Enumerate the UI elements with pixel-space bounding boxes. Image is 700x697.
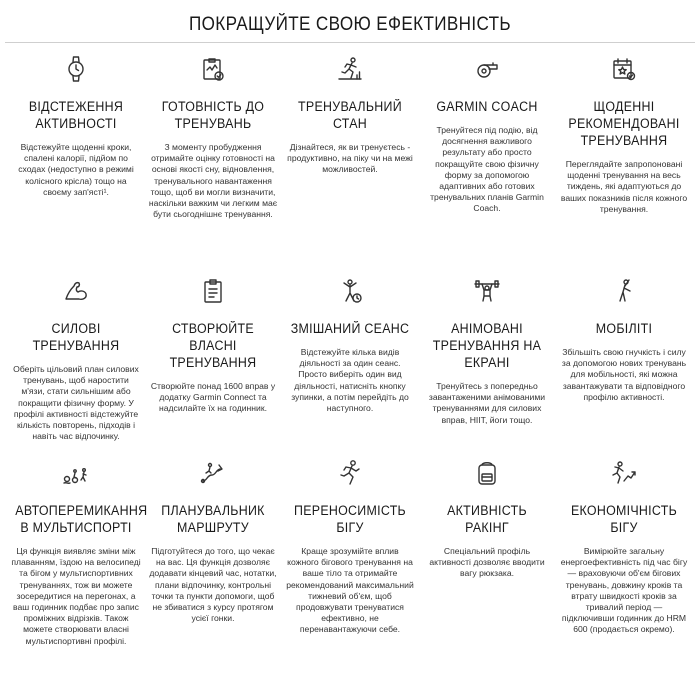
feature-title: СИЛОВІ ТРЕНУВАННЯ [32,321,120,353]
feature-title: АНІМОВАНІ ТРЕНУВАННЯ НА ЕКРАНІ [432,321,542,370]
feature-card [421,459,553,580]
feature-description: Дізнайтеся, як ви тренуєтесь - продуктивно, на піку чи на межі можливостей. [287,142,413,175]
whistle-icon [473,55,501,83]
feature-title: ПЕРЕНОСИМІСТЬ БІГУ [293,503,406,535]
feature-card [421,277,553,426]
watch-icon [62,55,90,83]
feature-description: Краще зрозумійте вплив кожного бігового тренування на ваше тіло та отримайте рекомендований максимальний тижневий об'єм, щоб продовжувати тренуватися ефективно, не перенавантажуючи себе. [286,546,414,635]
runner-trend-icon [610,459,638,487]
feature-description: Відстежуйте щоденні кроки, спалені калорії, підйом по сходах (недоступно в режимі колісного крісла) тощо на своєму зап'ясті¹. [18,142,134,197]
feature-title: АКТИВНІСТЬ РАКІНГ [447,503,527,535]
feature-card [284,277,416,414]
feature-title: МОБІЛІТІ [595,321,653,336]
feature-title: ГОТОВНІСТЬ ДО ТРЕНУВАНЬ [161,99,265,131]
feature-card [147,55,279,220]
mixed-session-icon [336,277,364,305]
clipboard-list-icon [199,277,227,305]
feature-title: ВІДСТЕЖЕННЯ АКТИВНОСТІ [28,99,124,131]
feature-card [147,459,279,624]
feature-card [147,277,279,415]
feature-card [421,55,553,215]
feature-card [10,55,142,198]
triathlon-icon [62,459,90,487]
readiness-clipboard-icon [199,55,227,83]
calendar-star-icon [610,55,638,83]
feature-card [558,459,690,636]
feature-description: Створюйте понад 1600 вправ у додатку Garmin Connect та надсилайте їх на годинник. [150,381,276,414]
feature-description: Спеціальний профіль активності дозволяє вводити вагу рюкзака. [429,546,545,579]
feature-title: ЗМІШАНИЙ СЕАНС [290,321,410,336]
page-title: ПОКРАЩУЙТЕ СВОЮ ЕФЕКТИВНІСТЬ [188,14,512,35]
feature-description: Оберіть цільовий план силових тренувань, щоб наростити м'язи, стати сильнішим або покращити фізичну форму. У профілі активності відстежуйте кількість повторень, підходів і навіть час відпочинку. [13,364,139,442]
feature-title: ЕКОНОМІЧНІСТЬ БІГУ [570,503,678,535]
feature-title: АВТОПЕРЕМИКАННЯ В МУЛЬТИСПОРТІ [15,503,148,535]
runner-status-icon [336,55,364,83]
feature-title: СТВОРЮЙТЕ ВЛАСНІ ТРЕНУВАННЯ [169,321,257,370]
feature-description: Тренуйтеся під подію, від досягнення важливого результату або просто покращуйте свою фізичну форму за допомогою адаптивних або готових тренувальних планів Garmin Coach. [430,125,544,214]
feature-description: Відстежуйте кілька видів діяльності за один сеанс. Просто виберіть один вид діяльності, натисніть кнопку зупинки, а потім перейдіть до наступного. [291,347,409,414]
feature-card [284,459,416,636]
feature-card [10,459,148,647]
feature-description: Збільшіть свою гнучкість і силу за допомогою нових тренувань для мобільності, які можна завантажувати та відповідного профілю активності. [561,347,687,402]
flexed-arm-icon [62,277,90,305]
barbell-lifter-icon [473,277,501,305]
header-divider [5,42,695,43]
feature-card [558,277,690,403]
route-runner-icon [199,459,227,487]
feature-title: ТРЕНУВАЛЬНИЙ СТАН [298,99,402,131]
feature-title: ПЛАНУВАЛЬНИК МАРШРУТУ [161,503,265,535]
running-man-icon [336,459,364,487]
feature-card [558,55,690,215]
feature-description: З моменту пробудження отримайте оцінку готовності на основі якості сну, відновлення, тренувального навантаження тощо, щоб ви могли визначити, наскільки важким чи легким має бути сьогоднішнє тренування. [148,142,278,220]
backpack-icon [473,459,501,487]
feature-card [284,55,416,176]
header [0,0,700,46]
feature-description: Вимірюйте загальну енергоефективність під час бігу — враховуючи об'єм бігових тренувань, довжину кроків та втрату швидкості кроків за тривалий період — підключивши годинник до HRM 600 (продається окремо). [560,546,688,635]
feature-description: Ця функція виявляє зміни між плаванням, їздою на велосипеді та бігом у мультиспортивних тренуваннях, тож ви можете зосередитися на перегонах, а ваш годинник подбає про запис проміжних відрізків. Також можете створювати власні мультиспортивні профілі. [11,546,141,646]
feature-description: Тренуйтесь з попередньо завантаженими анімованими тренуваннями для силових вправ, HIIT, йоги тощо. [428,381,546,425]
stretching-person-icon [610,277,638,305]
feature-description: Переглядайте запропоновані щоденні тренування на весь тиждень, які адаптуються до ваших показників після кожного тренування. [560,159,688,214]
feature-description: Підготуйтеся до того, що чекає на вас. Ця функція дозволяє додавати кінцевий час, нотатки, плани відпочинку, контрольні точки та пункти допомоги, щоб не збиватися з курсу протягом усієї гонки. [149,546,277,624]
feature-title: ЩОДЕННІ РЕКОМЕНДОВАНІ ТРЕНУВАННЯ [568,99,680,148]
feature-card [10,277,142,442]
feature-title: GARMIN COACH [436,99,538,114]
